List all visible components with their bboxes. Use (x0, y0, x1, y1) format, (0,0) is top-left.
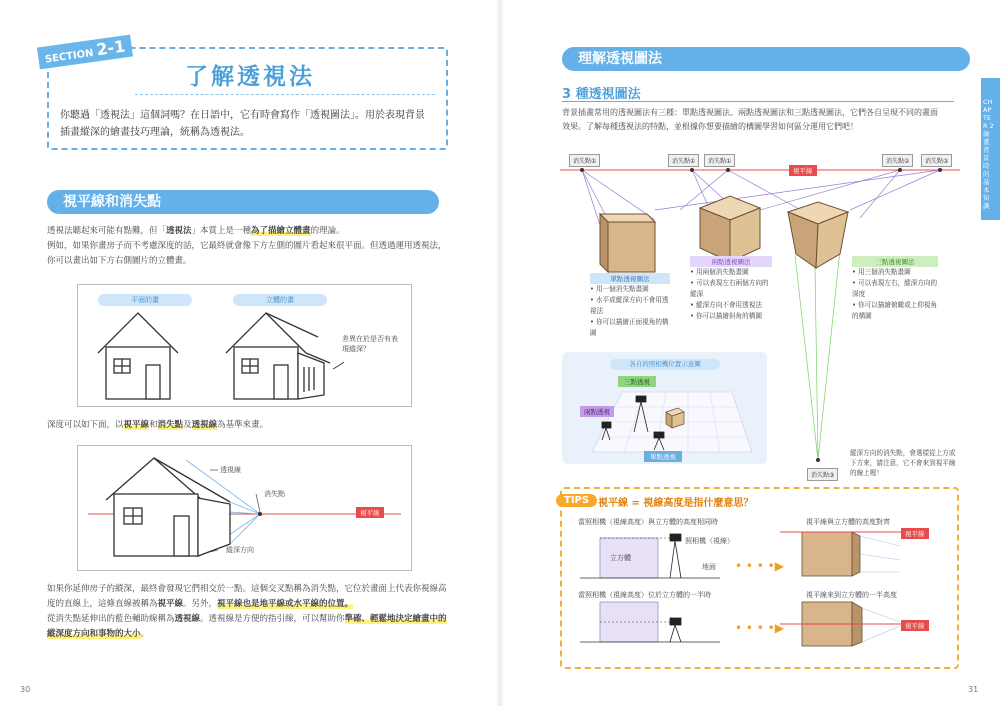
heading-understand-perspective: 理解透視圖法 (562, 47, 970, 71)
vanishing-point-figure (77, 445, 412, 571)
one-point-method (590, 273, 670, 339)
para3-highlight-c: 縱深度方向和事物的大小 (47, 629, 141, 639)
right-intro-line2: 效果。了解每種透視法的特點，並根據你想要描繪的構圖學習如何區分運用它們吧！ (562, 122, 858, 131)
tips-row1-left: 當照相機（視線高度）與立方體的高度相同時 (578, 518, 718, 526)
tips-ground-label: 地面 (702, 563, 716, 571)
vp-label-6: 消失點③ (807, 468, 838, 481)
para3: 如果你延伸房子的縱深，最終會發現它們相交於一點。這個交叉點稱為消失點，它位於畫面上代表你視線高 度的直線上，這條直線被稱為視平線。另外，視平線也是地平線或水平線的位置。 從消失點延伸出的藍色輔助線稱為透視線。透視線是方便的指引線，可以幫助你準確、輕鬆地決定繪畫中的 縱深度方向和事物的大小。 (47, 582, 477, 642)
right-intro (562, 106, 957, 134)
house-comparison-figure (77, 284, 412, 407)
camera-label-two-point: 兩點透視 (580, 406, 614, 417)
two-point-method (690, 256, 772, 322)
para2-after: 為基準來畫。 (217, 420, 269, 430)
tips-cube-label: 立方體 (610, 554, 631, 562)
one-point-item-3: • 你可以描繪正面視角的構圖 (590, 318, 669, 337)
vp-label-5: 消失點② (921, 154, 952, 167)
page-title: 了解透視法 (185, 64, 315, 90)
camera-figure-title: 各自的照相機位置示意圖 (610, 359, 720, 370)
subheading-underline (562, 101, 954, 102)
small-cube (666, 408, 684, 428)
horizon-tag: 視平線 (356, 507, 384, 518)
para3-highlight-a: 視平線也是地平線或水平線的位置。 (217, 599, 354, 609)
para1: 透視法聽起來可能有點難，但「透視法」本質上是一種為了描繪立體畫的理論。 例如，如果你畫房子而不考慮深度的話，它最終就會像下方左側的圖片看起來很平面。但透過運用透視法， 你可以畫出如下方右側圖片的立體畫。 (47, 224, 467, 269)
para2-vanishing-point: 消失點 (157, 420, 184, 430)
vp-label-4: 消失點② (882, 154, 913, 167)
vp-label-2: 消失點① (668, 154, 699, 167)
right-intro-line1: 背景插畫常用的透視圖法有三種：單點透視圖法、兩點透視圖法和三點透視圖法，它們各自呈現不同的畫面 (562, 108, 938, 117)
3d-drawing-label: 立體的畫 (233, 294, 327, 306)
heading-horizon-vanishing-point: 視平線和消失點 (47, 190, 439, 214)
depth-difference-note: 差異在於是否有表現縱深？ (342, 335, 398, 353)
camera-label-three-point: 三點透視 (618, 376, 656, 387)
para3-line1: 如果你延伸房子的縱深，最終會發現它們相交於一點。這個交叉點稱為消失點，它位於畫面上代表你視線高 (47, 584, 447, 594)
tips-horizon-tag-2: 視平線 (901, 620, 929, 631)
flat-drawing-label: 平面的畫 (98, 294, 192, 306)
two-point-cube (700, 196, 760, 262)
house-drawings (78, 307, 411, 405)
camera-label-one-point: 單點透視 (644, 451, 682, 462)
section-label: SECTION (44, 47, 95, 66)
one-point-item-1: • 用一個消失點畫圖 (590, 285, 649, 293)
tips-row1-right: 視平線與立方體的高度對齊 (806, 518, 890, 526)
para1-line3: 你可以畫出如下方右側圖片的立體畫。 (47, 256, 192, 266)
para1-highlight: 為了描繪立體畫 (251, 226, 311, 236)
tips-row2-left: 當照相機（視線高度）位於立方體的一半時 (578, 591, 711, 599)
three-point-method (852, 256, 938, 322)
chapter-side-tab-text: CHAPTER 2 繪畫背景時的基本知識 (983, 98, 994, 210)
one-point-title: 單點透視圖法 (590, 273, 670, 284)
tips-horizon-tag-1: 視平線 (901, 528, 929, 539)
three-point-item-1: • 用三個消失點畫圖 (852, 268, 911, 276)
para1-line2: 例如，如果你畫房子而不考慮深度的話，它最終就會像下方左側的圖片看起來很平面。但透過運用透視法， (47, 241, 447, 251)
tips-illustration (560, 524, 958, 664)
3d-house-drawing (226, 313, 330, 399)
para3-highlight-b: 準確、輕鬆地決定繪畫中的 (344, 614, 447, 624)
page-number-left: 30 (20, 685, 31, 694)
para2-and1: 和 (149, 420, 158, 430)
intro-text: 你聽過「透視法」這個詞嗎？在日語中，它有時會寫作「透視圖法」。用於表現背景插畫縱深的繪畫技巧理論，統稱為透視法。 (60, 110, 425, 138)
three-point-item-3: • 你可以描繪俯瞰或上仰視角的構圖 (852, 301, 938, 320)
vanishing-point-label: 消失點 (264, 490, 285, 498)
perspective-line-label: 透視線 (220, 466, 241, 474)
vp-label-3: 消失點① (704, 154, 735, 167)
para2 (47, 418, 467, 433)
vp-label-1: 消失點① (569, 154, 600, 167)
two-point-title: 兩點透視圖法 (690, 256, 772, 267)
two-point-item-3: • 縱深方向不會用透視法 (690, 301, 762, 309)
two-point-item-4: • 你可以描繪斜角的構圖 (690, 312, 762, 320)
flat-house-drawing (98, 313, 178, 399)
svg-text:• • • •▶: • • • •▶ (735, 559, 784, 573)
section-number: 2-1 (95, 36, 127, 60)
title-divider (135, 94, 435, 95)
para2-horizon: 視平線 (123, 420, 150, 430)
one-point-item-2: • 水平或縱深方向不會用透視法 (590, 296, 669, 315)
one-point-cube (600, 214, 655, 272)
page-gutter (496, 0, 504, 706)
right-horizon-tag: 視平線 (789, 165, 817, 176)
para2-and2: 及 (183, 420, 192, 430)
three-point-item-2: • 可以表現左右，縱深方向的深度 (852, 279, 938, 298)
svg-text:• • • •▶: • • • •▶ (735, 621, 784, 635)
tips-row2-right: 視平線來到立方體的一半高度 (806, 591, 897, 599)
vp3-note: 縱深方向的消失點，會選樣從上方或下方來，請注意，它不會來到視平線的線上喔！ (850, 449, 956, 477)
two-point-item-1: • 用兩個消失點畫圖 (690, 268, 749, 276)
tips-title: 視平線 = 視線高度是指什麼意思？ (598, 498, 754, 509)
two-point-item-2: • 可以表現左右兩個方向的縱深 (690, 279, 769, 298)
camera-position-figure (562, 352, 767, 464)
tips-camera-label: 照相機（視線） (685, 537, 734, 545)
para2-before: 深度可以如下面，以 (47, 420, 124, 430)
depth-direction-label: 縱深方向 (226, 546, 254, 554)
tips-tag: TIPS (556, 494, 597, 507)
subheading-three-methods: 3 種透視圖法 (562, 87, 641, 102)
three-point-title: 三點透視圖法 (852, 256, 938, 267)
para2-perspective-line: 透視線 (191, 420, 218, 430)
page-number-right: 31 (968, 685, 979, 694)
